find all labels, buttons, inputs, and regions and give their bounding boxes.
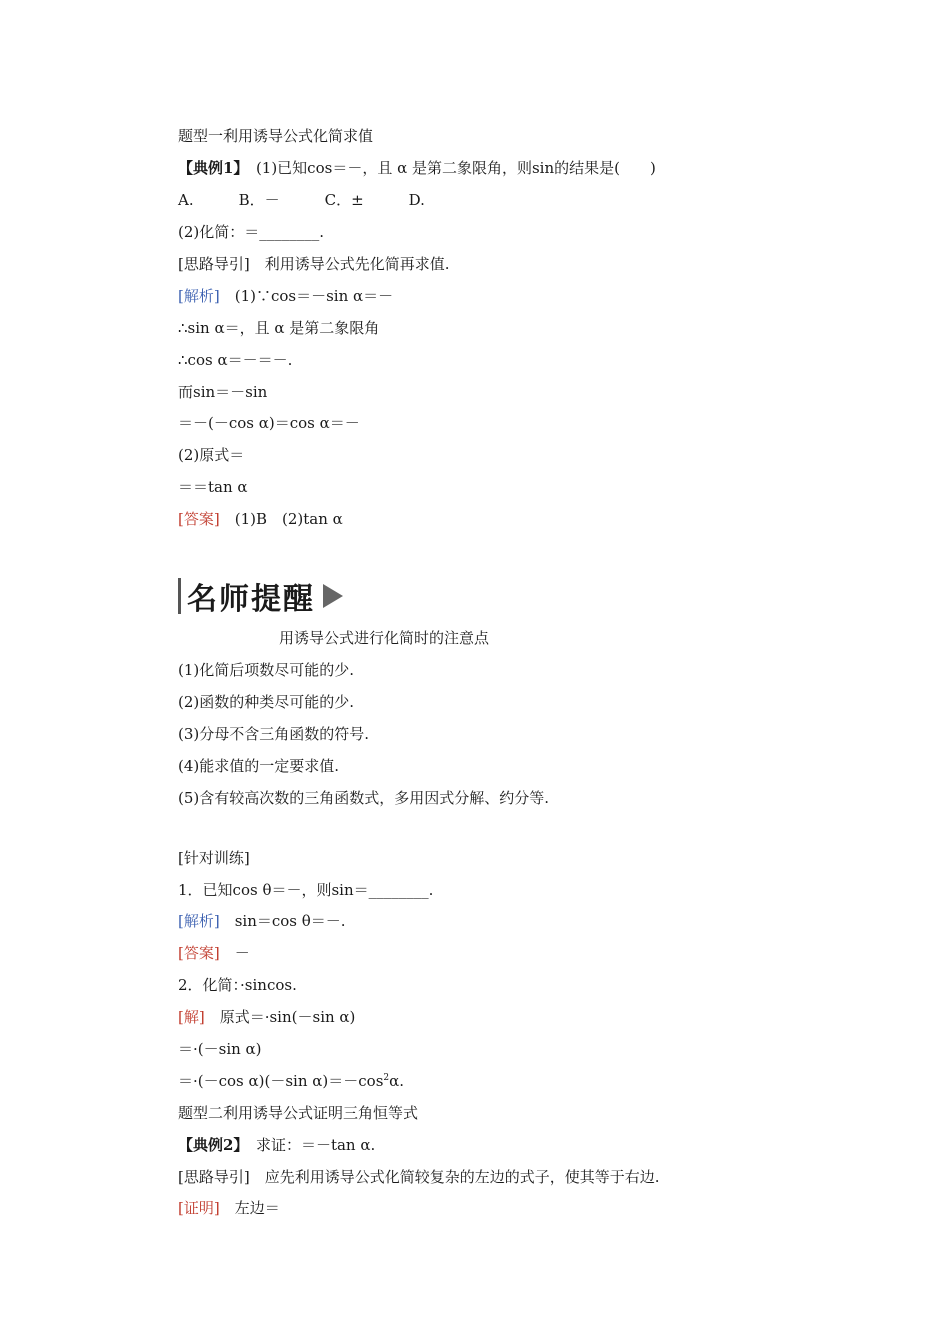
example-question: 求证：＝－tan α. xyxy=(240,1136,376,1154)
answer-tag: [答案] xyxy=(178,944,220,962)
banner-title: 名师提醒 xyxy=(187,582,315,617)
solution-text: ＝·(－cos α)(－sin α)＝－cos xyxy=(178,1072,384,1090)
hint-line xyxy=(178,254,450,274)
solution-line-4: 而sin＝－sin xyxy=(178,383,268,401)
hint-tag: [思路导引] xyxy=(178,255,250,273)
solution-tag: [解析] xyxy=(178,287,220,305)
solution-line-1 xyxy=(178,286,393,306)
tips-title: 用诱导公式进行化简时的注意点 xyxy=(278,629,489,647)
solution-line-6: (2)原式＝ xyxy=(178,446,245,464)
example-tag: 【典例2】 xyxy=(178,1136,241,1154)
training-solution-1 xyxy=(178,911,346,931)
training-solution-2-line-2: ＝·(－sin α) xyxy=(178,1040,262,1058)
solution-text: 原式＝·sin(－sin α) xyxy=(204,1008,356,1026)
training-solution-2-line-3 xyxy=(178,1071,404,1091)
hint-line-2 xyxy=(178,1167,660,1187)
training-question-2: 2．化简：·sincos. xyxy=(178,976,297,994)
hint-text: 应先利用诱导公式化简较复杂的左边的式子，使其等于右边. xyxy=(249,1168,660,1186)
teacher-tip-banner xyxy=(178,576,343,616)
training-answer-1 xyxy=(178,943,250,963)
question-2: (2)化简：＝________. xyxy=(178,223,325,241)
play-arrow-icon xyxy=(323,584,343,608)
hint-tag: [思路导引] xyxy=(178,1168,250,1186)
section-heading-1: 题型一利用诱导公式化简求值 xyxy=(178,127,374,145)
banner-bar xyxy=(178,578,181,614)
answer-tag: [答案] xyxy=(178,510,220,528)
solution-tag: [解析] xyxy=(178,912,220,930)
answer-text: (1)B (2)tan α xyxy=(219,510,343,528)
example-2 xyxy=(178,1135,375,1155)
tip-item: (1)化简后项数尽可能的少. xyxy=(178,661,355,679)
proof-tag: [证明] xyxy=(178,1199,220,1217)
answer-line xyxy=(178,509,343,529)
solution-text: (1)∵cos＝－sin α＝－ xyxy=(219,287,394,305)
tip-item: (4)能求值的一定要求值. xyxy=(178,757,340,775)
solution-tag: [解] xyxy=(178,1008,205,1026)
example-1 xyxy=(178,158,656,178)
answer-options: A. B．－ C．± D. xyxy=(178,191,425,209)
tip-item: (5)含有较高次数的三角函数式，多用因式分解、约分等. xyxy=(178,789,550,807)
solution-text: sin＝cos θ＝－. xyxy=(219,912,346,930)
superscript: 2 xyxy=(383,1073,390,1083)
training-question-1: 1．已知cos θ＝－，则sin＝________. xyxy=(178,881,434,899)
training-heading: [针对训练] xyxy=(178,849,250,867)
example-tag: 【典例1】 xyxy=(178,159,241,177)
example-question: (1)已知cos＝－，且 α 是第二象限角，则sin的结果是( ) xyxy=(240,159,656,177)
answer-text: － xyxy=(219,944,250,962)
solution-text: α. xyxy=(389,1072,405,1090)
solution-line-2: ∴sin α＝，且 α 是第二象限角 xyxy=(178,319,380,337)
proof-text: 左边＝ xyxy=(219,1199,280,1217)
hint-text: 利用诱导公式先化简再求值. xyxy=(249,255,450,273)
tip-item: (3)分母不含三角函数的符号. xyxy=(178,725,370,743)
proof-line xyxy=(178,1198,280,1218)
solution-line-7: ＝＝tan α xyxy=(178,478,248,496)
training-solution-2 xyxy=(178,1007,355,1027)
solution-line-3: ∴cos α＝－＝－. xyxy=(178,351,293,369)
tip-item: (2)函数的种类尽可能的少. xyxy=(178,693,355,711)
section-heading-2: 题型二利用诱导公式证明三角恒等式 xyxy=(178,1104,419,1122)
solution-line-5: ＝－(－cos α)＝cos α＝－ xyxy=(178,414,360,432)
